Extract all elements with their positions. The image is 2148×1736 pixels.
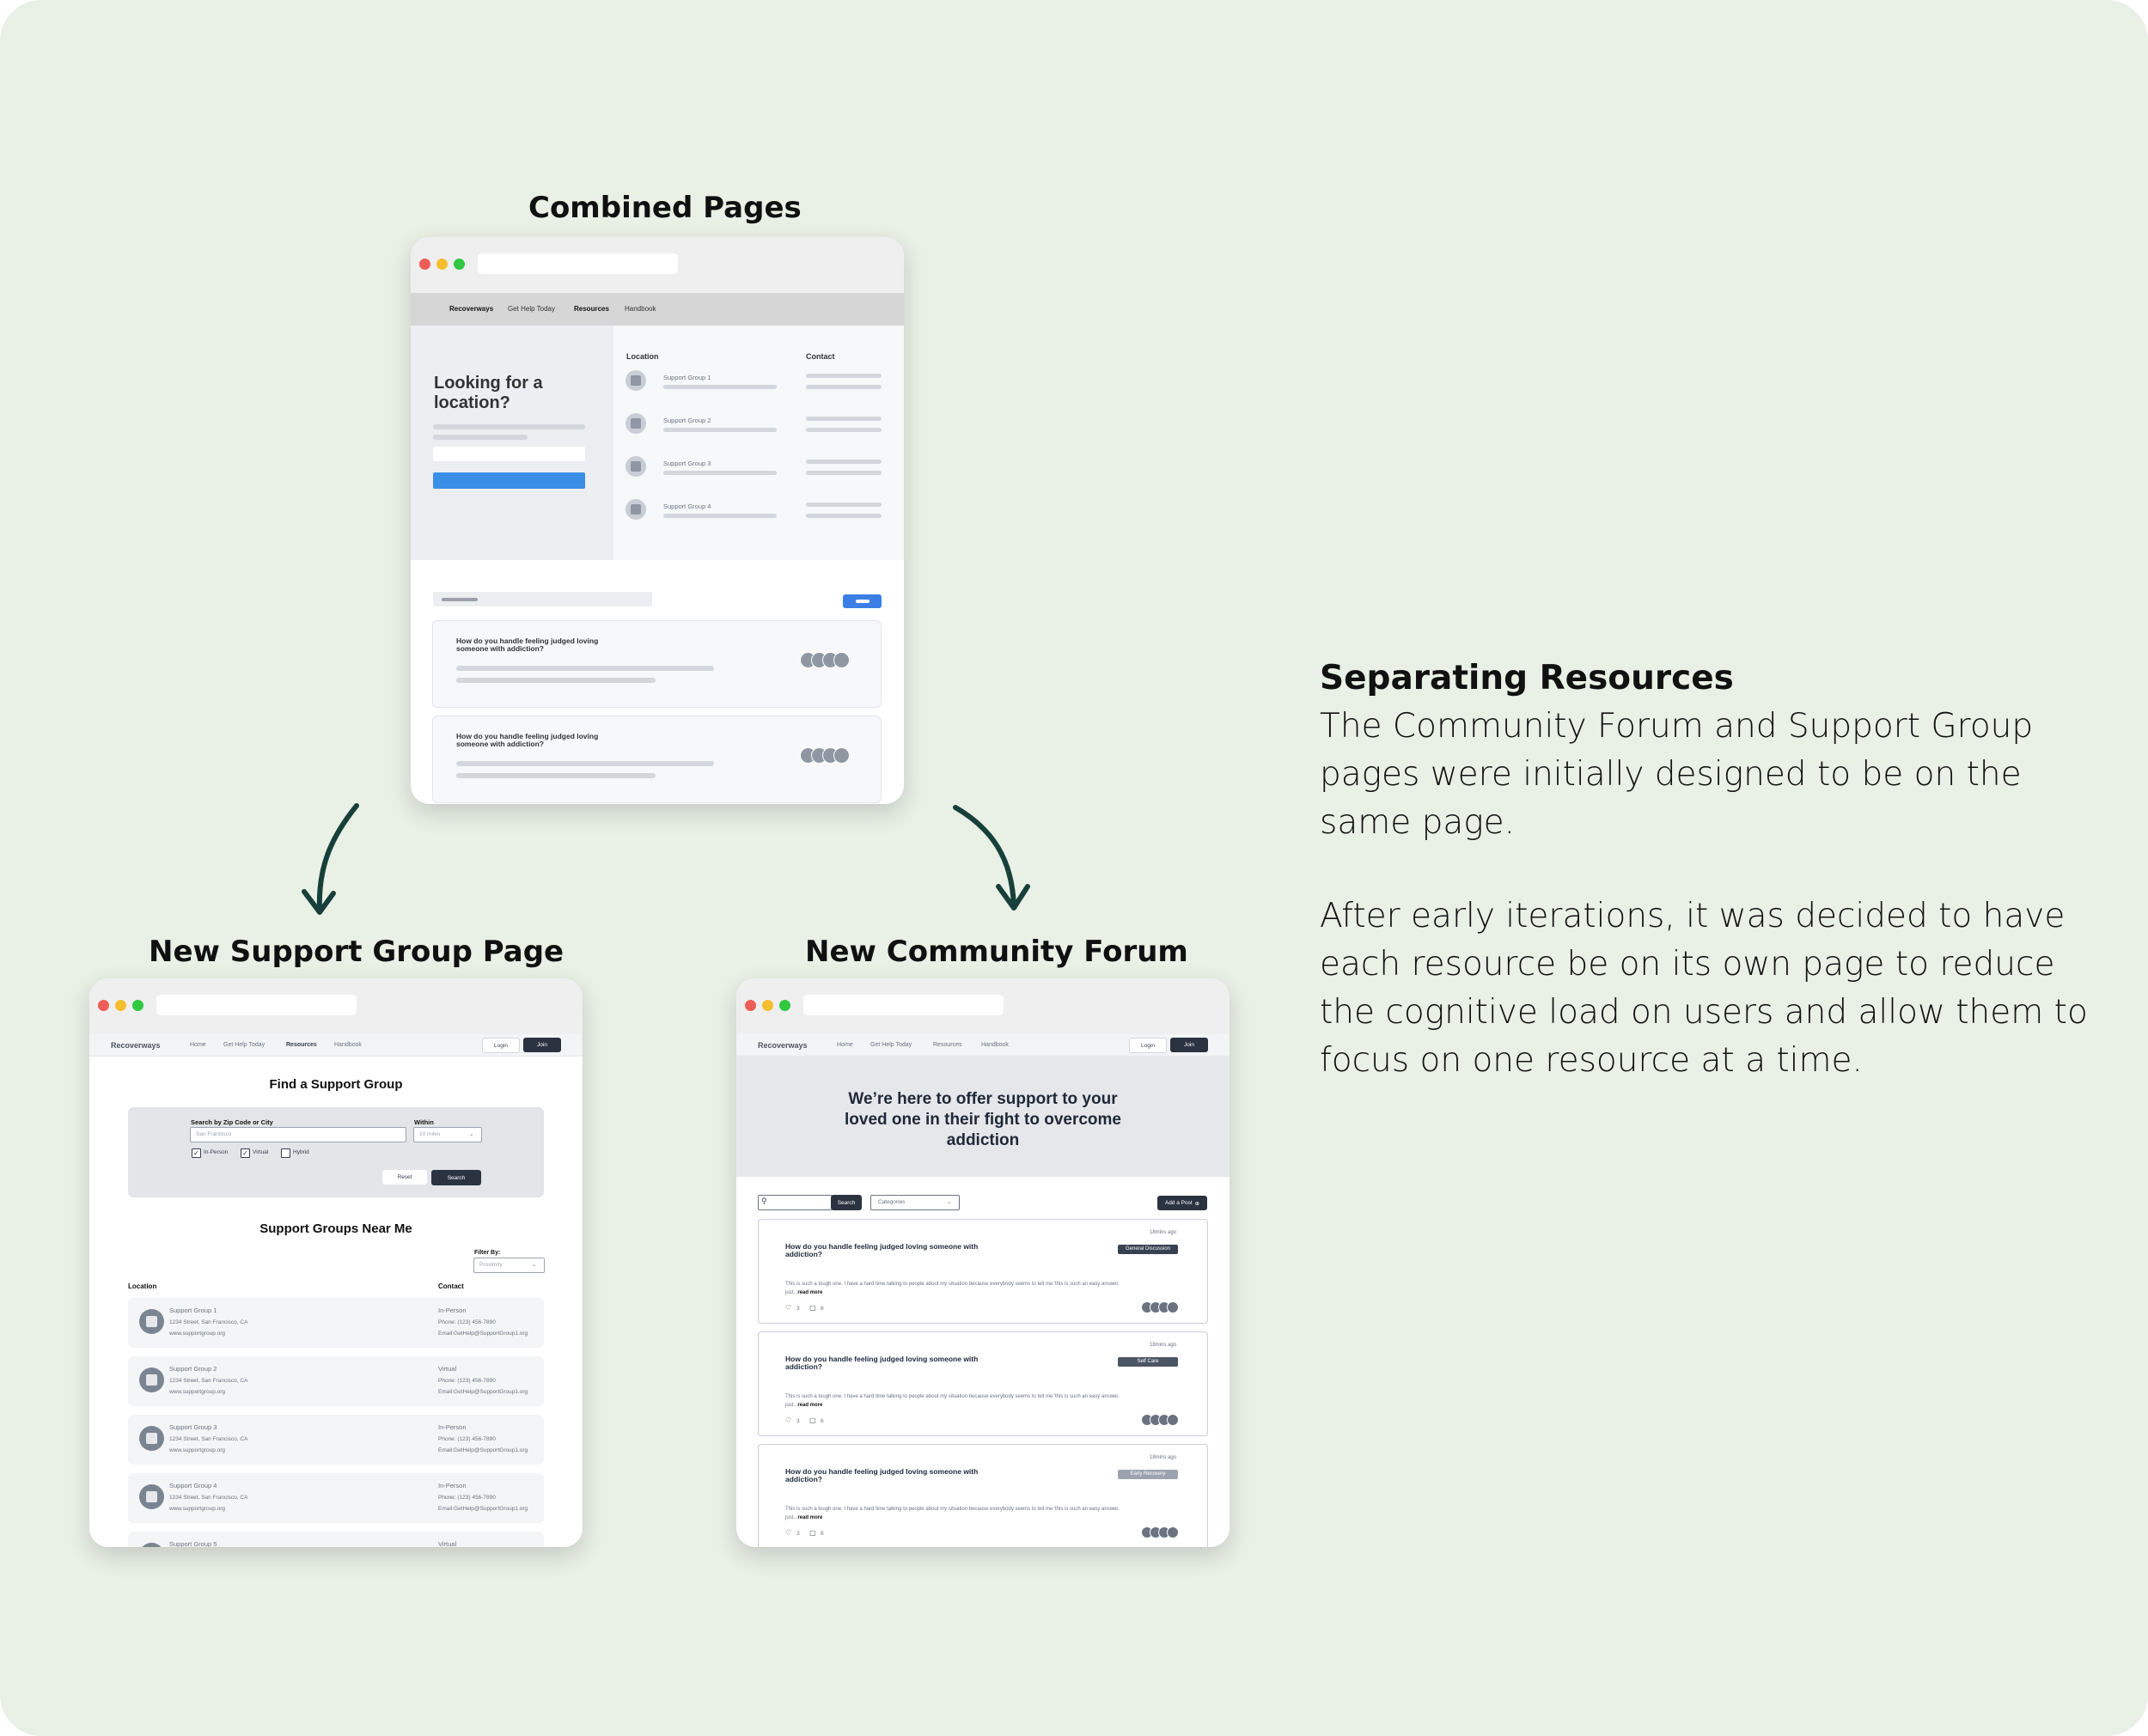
placeholder-line bbox=[456, 773, 656, 778]
table-row[interactable] bbox=[128, 1532, 544, 1547]
group-phone: Phone: (123) 456-7890 bbox=[438, 1319, 496, 1325]
post-title[interactable]: How do you handle feeling judged loving someone with addiction? bbox=[785, 1242, 979, 1258]
minimize-dot-icon[interactable] bbox=[436, 259, 448, 270]
table-row[interactable] bbox=[128, 1415, 544, 1465]
read-more-link[interactable]: read more bbox=[797, 1290, 823, 1295]
post-card[interactable] bbox=[432, 620, 882, 708]
like-count: 3 bbox=[796, 1418, 800, 1424]
url-bar[interactable] bbox=[478, 253, 678, 274]
search-button[interactable]: Search bbox=[431, 1170, 481, 1185]
join-button[interactable]: Join bbox=[1170, 1038, 1208, 1052]
button-label bbox=[856, 600, 870, 603]
forum-search-input[interactable] bbox=[758, 1195, 833, 1210]
post-title[interactable]: How do you handle feeling judged loving someone with addiction? bbox=[785, 1355, 979, 1371]
support-navbar bbox=[89, 1034, 583, 1057]
col-contact: Contact bbox=[438, 1282, 464, 1290]
placeholder-line bbox=[663, 514, 777, 518]
heart-icon[interactable]: ♡ bbox=[785, 1529, 792, 1537]
group-website[interactable]: www.supportgroup.org bbox=[169, 1447, 226, 1453]
placeholder-line bbox=[806, 514, 882, 518]
group-phone: Phone: (123) 456-7890 bbox=[438, 1436, 496, 1442]
nav-resources[interactable]: Resources bbox=[574, 305, 609, 313]
group-type: In-Person bbox=[438, 1423, 467, 1431]
group-address: 1234 Street, San Francisco, CA bbox=[169, 1378, 248, 1384]
post-question: How do you handle feeling judged loving someone with addiction? bbox=[456, 732, 599, 748]
combined-pages-heading: Combined Pages bbox=[528, 191, 802, 225]
col-contact: Contact bbox=[806, 352, 835, 361]
minimize-dot-icon[interactable] bbox=[762, 1000, 773, 1011]
placeholder-line bbox=[806, 417, 882, 421]
combined-navbar bbox=[411, 293, 904, 326]
login-button[interactable]: Login bbox=[482, 1038, 520, 1053]
group-avatar-icon bbox=[139, 1543, 164, 1547]
checkbox-label: Hybrid bbox=[293, 1149, 309, 1155]
group-name: Support Group 3 bbox=[663, 460, 711, 467]
checkbox-virtual[interactable]: ✓ bbox=[241, 1148, 250, 1158]
post-card[interactable] bbox=[758, 1331, 1208, 1436]
group-name: Support Group 2 bbox=[169, 1365, 217, 1373]
chevron-down-icon: ⌄ bbox=[947, 1199, 952, 1205]
col-location: Location bbox=[626, 352, 659, 361]
placeholder-line bbox=[806, 471, 882, 475]
support-window bbox=[89, 978, 583, 1547]
group-name: Support Group 2 bbox=[663, 417, 711, 424]
maximize-dot-icon[interactable] bbox=[454, 259, 465, 270]
browser-chrome bbox=[736, 978, 1230, 1034]
post-body bbox=[785, 1392, 1133, 1410]
post-question: How do you handle feeling judged loving someone with addiction? bbox=[456, 637, 599, 653]
within-label: Within bbox=[414, 1118, 434, 1126]
forum-navbar bbox=[736, 1034, 1230, 1057]
browser-chrome bbox=[89, 978, 583, 1034]
placeholder-line bbox=[442, 598, 478, 601]
nav-resources[interactable]: Resources bbox=[933, 1042, 962, 1048]
search-icon: ⚲ bbox=[761, 1197, 767, 1205]
read-more-link[interactable]: read more bbox=[797, 1515, 823, 1520]
search-button[interactable] bbox=[433, 472, 585, 489]
group-phone: Phone: (123) 456-7890 bbox=[438, 1378, 496, 1384]
url-bar[interactable] bbox=[803, 995, 1004, 1015]
group-email[interactable]: Email:GetHelp@SupportGroup1.org bbox=[438, 1447, 528, 1453]
nav-get-help[interactable]: Get Help Today bbox=[223, 1042, 265, 1048]
group-name: Support Group 1 bbox=[169, 1307, 217, 1314]
category-badge[interactable]: Self Care bbox=[1118, 1357, 1178, 1367]
checkbox-label: In-Person bbox=[204, 1149, 229, 1155]
section-title: Separating Resources bbox=[1320, 659, 1734, 697]
post-card[interactable] bbox=[758, 1219, 1208, 1324]
image-icon bbox=[146, 1374, 157, 1386]
maximize-dot-icon[interactable] bbox=[779, 1000, 790, 1011]
like-count: 3 bbox=[796, 1531, 800, 1537]
heart-icon[interactable]: ♡ bbox=[785, 1416, 792, 1424]
table-row[interactable] bbox=[128, 1356, 544, 1406]
url-bar[interactable] bbox=[156, 995, 357, 1015]
group-address: 1234 Street, San Francisco, CA bbox=[169, 1495, 248, 1501]
post-excerpt: This is such a tough one. I have a hard time talking to people about my situation because everybody seems to tell me 'this is such an easy answer, just... bbox=[785, 1507, 1120, 1520]
comment-count: 6 bbox=[821, 1418, 824, 1424]
placeholder-line bbox=[806, 503, 882, 507]
paragraph-2: After early iterations, it was decided to have each resource be on its own page to reduce the cognitive load on users and allow them to focus on one resource at a time. bbox=[1320, 897, 2088, 1080]
combined-results bbox=[613, 326, 904, 560]
close-dot-icon[interactable] bbox=[419, 259, 430, 270]
plus-circle-icon: ⊕ bbox=[1194, 1200, 1200, 1207]
nav-home[interactable]: Home bbox=[190, 1042, 206, 1048]
avatar bbox=[833, 747, 850, 764]
within-value: 10 miles bbox=[419, 1131, 441, 1137]
checkbox-label: Virtual bbox=[253, 1149, 269, 1155]
maximize-dot-icon[interactable] bbox=[132, 1000, 143, 1011]
combined-hero bbox=[411, 326, 613, 560]
arrow-right-icon bbox=[945, 799, 1040, 919]
avatar bbox=[1167, 1301, 1179, 1313]
filter-value: Proximity bbox=[479, 1262, 503, 1268]
placeholder-line bbox=[663, 471, 777, 475]
like-count: 3 bbox=[796, 1306, 800, 1312]
group-type: Virtual bbox=[438, 1540, 457, 1547]
nav-brand[interactable]: Recoverways bbox=[111, 1041, 161, 1050]
comment-icon[interactable]: ▢ bbox=[809, 1416, 816, 1424]
placeholder-line bbox=[456, 666, 714, 671]
table-row[interactable] bbox=[128, 1473, 544, 1523]
post-body bbox=[785, 1505, 1133, 1522]
placeholder-line bbox=[806, 374, 882, 378]
comment-icon[interactable]: ▢ bbox=[809, 1304, 816, 1312]
nav-get-help[interactable]: Get Help Today bbox=[870, 1042, 912, 1048]
placeholder-line bbox=[456, 761, 714, 766]
filter-label: Filter By: bbox=[474, 1250, 501, 1256]
add-post-button[interactable] bbox=[1157, 1196, 1207, 1210]
group-email[interactable]: Email:GetHelp@SupportGroup1.org bbox=[438, 1331, 528, 1337]
filter-select[interactable] bbox=[473, 1258, 545, 1273]
search-panel bbox=[128, 1107, 544, 1197]
placeholder-line bbox=[433, 424, 585, 429]
nav-get-help[interactable]: Get Help Today bbox=[508, 305, 555, 313]
avatar bbox=[833, 652, 850, 668]
group-address: 1234 Street, San Francisco, CA bbox=[169, 1436, 248, 1442]
post-body bbox=[785, 1280, 1133, 1297]
location-input[interactable] bbox=[433, 447, 585, 461]
nav-brand[interactable]: Recoverways bbox=[758, 1041, 808, 1050]
add-post-label: Add a Post bbox=[1164, 1200, 1193, 1206]
image-icon bbox=[631, 461, 641, 472]
post-title[interactable]: How do you handle feeling judged loving someone with addiction? bbox=[785, 1467, 979, 1483]
combined-window bbox=[411, 237, 904, 804]
nav-handbook[interactable]: Handbook bbox=[334, 1042, 362, 1048]
nav-handbook[interactable]: Handbook bbox=[625, 305, 656, 313]
group-type: Virtual bbox=[438, 1365, 457, 1373]
group-name: Support Group 3 bbox=[169, 1423, 217, 1431]
placeholder-line bbox=[663, 385, 777, 389]
group-email[interactable]: Email:GetHelp@SupportGroup1.org bbox=[438, 1389, 528, 1395]
search-placeholder: San Francisco bbox=[196, 1131, 232, 1137]
image-icon bbox=[146, 1316, 157, 1327]
post-excerpt: This is such a tough one. I have a hard time talking to people about my situation because everybody seems to tell me 'this is such an easy answer, just... bbox=[785, 1394, 1120, 1408]
minimize-dot-icon[interactable] bbox=[115, 1000, 126, 1011]
group-website[interactable]: www.supportgroup.org bbox=[169, 1331, 226, 1337]
group-address: 1234 Street, San Francisco, CA bbox=[169, 1319, 248, 1325]
table-row[interactable] bbox=[128, 1298, 544, 1348]
page-title: Find a Support Group bbox=[269, 1077, 403, 1092]
placeholder-line bbox=[456, 678, 656, 683]
nav-resources[interactable]: Resources bbox=[286, 1042, 317, 1048]
group-website[interactable]: www.supportgroup.org bbox=[169, 1506, 226, 1512]
placeholder-line bbox=[806, 385, 882, 389]
avatar bbox=[1167, 1414, 1179, 1426]
close-dot-icon[interactable] bbox=[745, 1000, 756, 1011]
chevron-down-icon: ⌄ bbox=[532, 1262, 537, 1268]
avatar bbox=[1167, 1526, 1179, 1538]
placeholder-line bbox=[806, 428, 882, 432]
post-excerpt: This is such a tough one. I have a hard time talking to people about my situation because everybody seems to tell me 'this is such an easy answer, just... bbox=[785, 1282, 1120, 1295]
group-email[interactable]: Email:GetHelp@SupportGroup1.org bbox=[438, 1506, 528, 1512]
post-card[interactable] bbox=[758, 1444, 1208, 1547]
chevron-down-icon: ⌄ bbox=[469, 1131, 474, 1137]
heart-icon[interactable]: ♡ bbox=[785, 1304, 792, 1312]
image-icon bbox=[631, 375, 641, 386]
category-badge[interactable]: Early Recovery bbox=[1118, 1470, 1178, 1479]
description-block bbox=[1320, 655, 2093, 1085]
search-label: Search by Zip Code or City bbox=[191, 1118, 273, 1126]
checkbox-hybrid[interactable] bbox=[281, 1148, 290, 1158]
combined-forum bbox=[411, 560, 904, 804]
near-title: Support Groups Near Me bbox=[259, 1221, 412, 1236]
post-time: 18mins ago bbox=[1150, 1343, 1177, 1348]
category-badge[interactable]: General Discussion bbox=[1118, 1245, 1178, 1254]
close-dot-icon[interactable] bbox=[98, 1000, 109, 1011]
categories-label: Categories bbox=[878, 1199, 906, 1205]
group-phone: Phone: (123) 456-7890 bbox=[438, 1495, 496, 1501]
nav-handbook[interactable]: Handbook bbox=[981, 1042, 1009, 1048]
within-select[interactable] bbox=[413, 1127, 482, 1142]
support-page-heading: New Support Group Page bbox=[149, 935, 564, 969]
hero-text: We’re here to offer support to your loved one in their fight to overcome addiction bbox=[845, 1090, 1121, 1149]
group-type: In-Person bbox=[438, 1307, 467, 1314]
group-type: In-Person bbox=[438, 1482, 467, 1489]
hero-title: Looking for a location? bbox=[434, 374, 543, 412]
nav-home[interactable]: Home bbox=[837, 1042, 853, 1048]
group-name: Support Group 5 bbox=[169, 1540, 217, 1547]
comment-count: 6 bbox=[821, 1531, 824, 1537]
group-name: Support Group 4 bbox=[169, 1482, 217, 1489]
group-website[interactable]: www.supportgroup.org bbox=[169, 1389, 226, 1395]
post-time: 18mins ago bbox=[1150, 1455, 1177, 1460]
post-card[interactable] bbox=[432, 716, 882, 803]
reset-button[interactable]: Reset bbox=[382, 1170, 427, 1185]
read-more-link[interactable]: read more bbox=[797, 1403, 823, 1408]
login-button[interactable]: Login bbox=[1129, 1038, 1167, 1053]
placeholder-line bbox=[663, 428, 777, 432]
forum-search-button[interactable]: Search bbox=[831, 1195, 862, 1210]
group-name: Support Group 1 bbox=[663, 374, 711, 381]
categories-select[interactable] bbox=[870, 1195, 960, 1210]
search-input[interactable] bbox=[190, 1127, 406, 1142]
placeholder-line bbox=[433, 435, 528, 440]
group-name: Support Group 4 bbox=[663, 503, 711, 510]
image-icon bbox=[631, 504, 641, 515]
join-button[interactable]: Join bbox=[523, 1038, 561, 1052]
image-icon bbox=[146, 1491, 157, 1502]
comment-icon[interactable]: ▢ bbox=[809, 1529, 816, 1537]
comment-count: 6 bbox=[821, 1306, 824, 1312]
checkbox-in-person[interactable]: ✓ bbox=[192, 1148, 201, 1158]
image-icon bbox=[631, 418, 641, 429]
browser-chrome bbox=[411, 237, 904, 293]
forum-hero bbox=[736, 1057, 1230, 1177]
placeholder-line bbox=[806, 460, 882, 464]
col-location: Location bbox=[128, 1282, 157, 1290]
image-icon bbox=[146, 1433, 157, 1444]
forum-window bbox=[736, 978, 1230, 1547]
paragraph-1: The Community Forum and Support Group pages were initially designed to be on the same page. bbox=[1320, 707, 2034, 842]
arrow-left-icon bbox=[284, 799, 378, 919]
nav-brand[interactable]: Recoverways bbox=[449, 305, 494, 313]
post-time: 18mins ago bbox=[1150, 1230, 1177, 1235]
forum-page-heading: New Community Forum bbox=[805, 935, 1188, 969]
